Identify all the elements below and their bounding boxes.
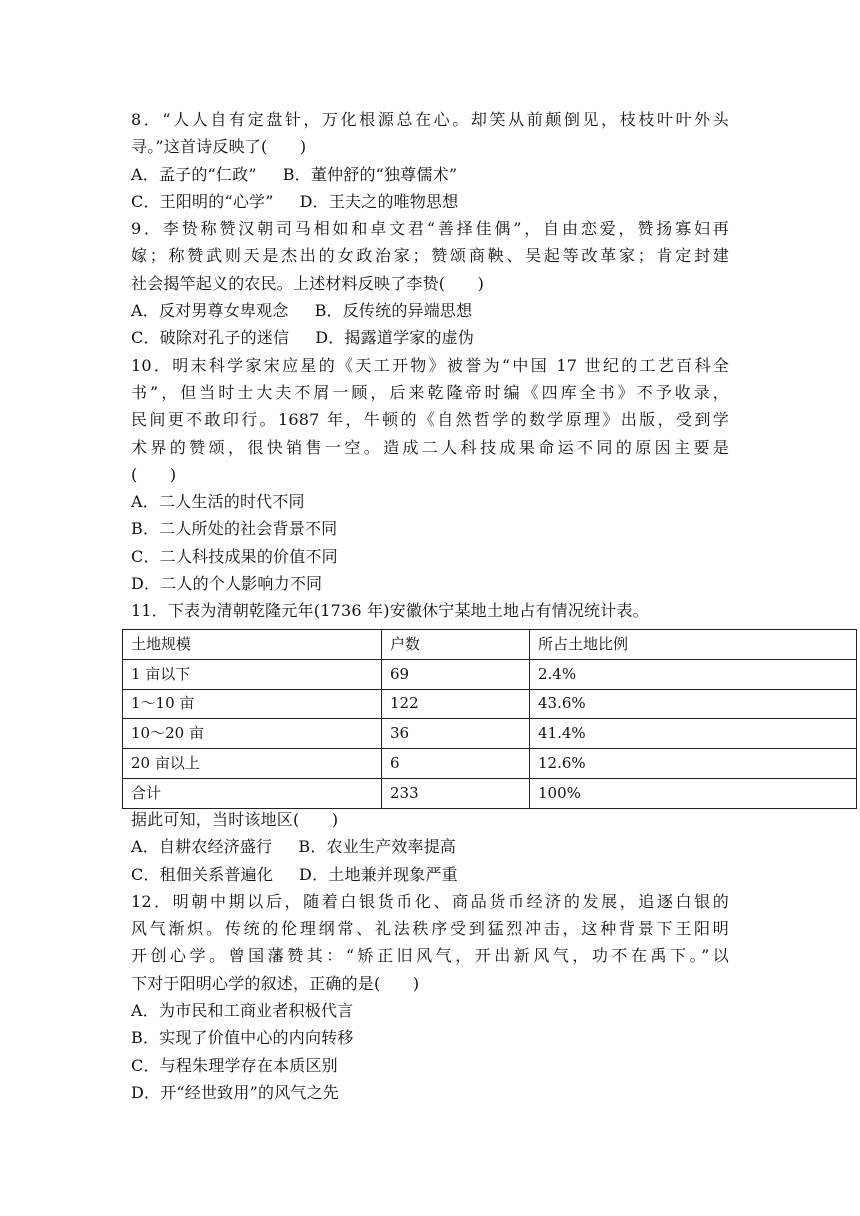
question-8-line-1: 8．“人人自有定盘针，万化根源总在心。却笑从前颠倒见，枝枝叶叶外头 — [131, 110, 729, 129]
question-8-line-2: 寻。”这首诗反映了( ) — [131, 137, 307, 157]
question-10-option-c: C．二人科技成果的价值不同 — [131, 546, 338, 566]
table-row — [123, 659, 857, 689]
question-9-line-1: 9．李贽称赞汉朝司马相如和卓文君“善择佳偶”，自由恋爱，赞扬寡妇再 — [131, 219, 729, 239]
table-cell: 41.4% — [530, 719, 857, 749]
question-10-option-a: A．二人生活的时代不同 — [131, 492, 305, 512]
table-cell: 122 — [382, 689, 530, 719]
table-cell: 1 亩以下 — [123, 659, 382, 689]
table-cell: 2.4% — [530, 659, 857, 689]
question-9-option-b: B．反传统的异端思想 — [314, 301, 473, 321]
table-row — [123, 778, 857, 808]
table-header-cell: 土地规模 — [123, 630, 382, 660]
question-10-line-3: 民间更不敢印行。1687 年，牛顿的《自然哲学的数学原理》出版，受到学 — [131, 410, 729, 430]
question-10-line-5: ( ) — [131, 464, 177, 484]
question-10-line-4: 术界的赞颂，很快销售一空。造成二人科技成果命运不同的原因主要是 — [131, 437, 729, 457]
question-12-line-4: 下对于阳明心学的叙述，正确的是( ) — [131, 973, 420, 993]
question-12-line-3: 开创心学。曾国藩赞其：“矫正旧风气，开出新风气，功不在禹下。”以 — [131, 946, 729, 966]
question-9-line-2: 嫁；称赞武则天是杰出的女政治家；赞颂商鞅、吴起等改革家；肯定封建 — [131, 246, 729, 266]
table-cell: 100% — [530, 778, 857, 808]
table-cell: 10～20 亩 — [123, 719, 382, 749]
question-11-option-b: B．农业生产效率提高 — [298, 837, 457, 857]
question-9-options-row-1 — [131, 297, 729, 324]
question-12-line-1: 12．明朝中期以后，随着白银货币化、商品货币经济的发展，追逐白银的 — [131, 891, 729, 911]
question-8-option-a: A．孟子的“仁政” — [131, 164, 257, 184]
table-cell: 43.6% — [530, 689, 857, 719]
land-statistics-table — [122, 629, 857, 809]
table-cell: 1～10 亩 — [123, 689, 382, 719]
question-10-option-b: B．二人所处的社会背景不同 — [131, 519, 338, 539]
question-11-options-row-1 — [131, 833, 729, 860]
questions-upper — [131, 106, 729, 625]
question-9-option-a: A．反对男尊女卑观念 — [131, 301, 289, 321]
table-cell: 233 — [382, 778, 530, 808]
question-11-option-c: C．租佃关系普遍化 — [131, 864, 274, 884]
table-header-cell: 所占土地比例 — [530, 630, 857, 660]
question-12-option-a: A．为市民和工商业者积极代言 — [131, 1001, 354, 1021]
table-header-row — [123, 630, 857, 660]
table-row — [123, 689, 857, 719]
question-12-line-2: 风气渐炽。传统的伦理纲常、礼法秩序受到猛烈冲击，这种背景下王阳明 — [131, 919, 729, 939]
question-11-options-row-2 — [131, 861, 729, 888]
question-9-option-d: D．揭露道学家的虚伪 — [315, 328, 475, 348]
table-cell: 20 亩以上 — [123, 749, 382, 779]
question-10-line-2: 书”，但当时士大夫不屑一顾，后来乾隆帝时编《四库全书》不予收录， — [131, 382, 729, 402]
table-row — [123, 719, 857, 749]
question-12-option-d: D．开“经世致用”的风气之先 — [131, 1082, 339, 1102]
table-row — [123, 749, 857, 779]
question-12-option-c: C．与程朱理学存在本质区别 — [131, 1055, 338, 1075]
question-11-option-a: A．自耕农经济盛行 — [131, 837, 273, 857]
question-9-options-row-2 — [131, 324, 729, 351]
question-10-line-1: 10．明末科学家宋应星的《天工开物》被誉为“中国 17 世纪的工艺百科全 — [131, 355, 729, 375]
question-9-option-c: C．破除对孔子的迷信 — [131, 328, 290, 348]
question-8-options-row-1 — [131, 161, 729, 188]
table-cell: 合计 — [123, 778, 382, 808]
question-9-line-3: 社会揭竿起义的农民。上述材料反映了李贽( ) — [131, 273, 485, 293]
question-8-option-c: C．王阳明的“心学” — [131, 191, 274, 211]
table-cell: 36 — [382, 719, 530, 749]
question-8-option-d: D．王夫之的唯物思想 — [299, 191, 459, 211]
question-11-stem: 11．下表为清朝乾隆元年(1736 年)安徽休宁某地土地占有情况统计表。 — [131, 601, 649, 621]
table-cell: 6 — [382, 749, 530, 779]
question-10-option-d: D．二人的个人影响力不同 — [131, 574, 323, 594]
question-12-option-b: B．实现了价值中心的内向转移 — [131, 1028, 354, 1048]
question-8-option-b: B．董仲舒的“独尊儒术” — [282, 164, 458, 184]
table-header-cell: 户数 — [382, 630, 530, 660]
questions-lower — [131, 806, 729, 1106]
table-cell: 12.6% — [530, 749, 857, 779]
question-11-option-d: D．土地兼并现象严重 — [299, 864, 458, 884]
table-cell: 69 — [382, 659, 530, 689]
question-11-after-table: 据此可知，当时该地区( ) — [131, 810, 339, 829]
question-8-options-row-2 — [131, 188, 729, 215]
